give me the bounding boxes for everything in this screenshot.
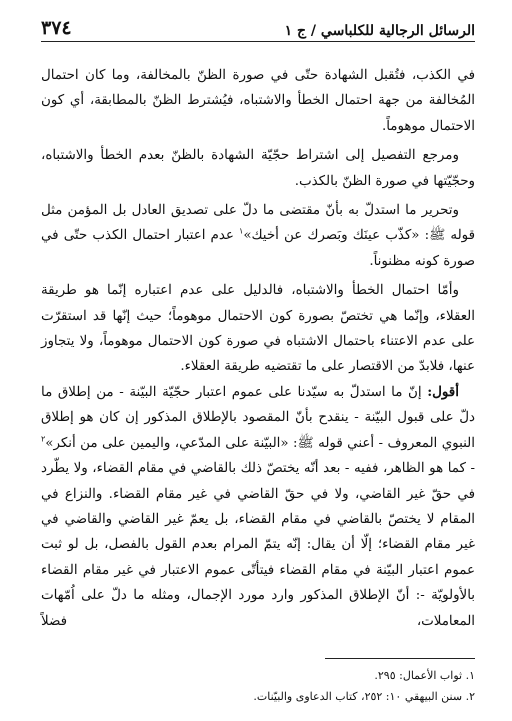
footnote-ref-1: ١ bbox=[239, 226, 244, 236]
paragraph-5-lead: أقول: bbox=[427, 383, 459, 400]
paragraph-5 bbox=[41, 380, 475, 634]
paragraph-3-text-a: وتحرير ما استدلّ به بأنّ مقتضى ما دلّ على تصديق العادل بل المؤمن مثل قوله ﷺ: «كذّب عينَك وبَصرك عن أخيك» bbox=[41, 203, 475, 244]
paragraph-2: ومرجع التفصيل إلى اشتراط حجّيّة الشهادة بالظنّ بعدم الخطأ والاشتباه، وحجّيّتها في صورة الظنّ بالكذب. bbox=[41, 148, 475, 189]
paragraph-3 bbox=[41, 198, 475, 274]
page-header bbox=[41, 12, 475, 42]
footnote-ref-2: ٢ bbox=[41, 434, 46, 444]
paragraph-3-text-b: عدم اعتبار احتمال الكذب حتّى في صورة كونه مظنوناً. bbox=[41, 228, 475, 269]
paragraph-5-text-b: - كما هو الظاهر، ففيه - بعد أنّه يختصّ ذلك بالقاضي في مقام القضاء، ولا يطّرد في حقّ غير القاضي، ولا في حقّ القاضي في غير مقام القضاء. والنزاع في المقام لا يختصّ بالقاضي في مقام القضاء، بل يعمّ غير القاضي والقاضي في غير مقام القضاء؛ إلّا أن يقال: إنّه يتمّ المرام بعدم القول بالفصل، بل لو ثبت عموم اعتبار البيّنة في مقام القضاء فيتأتّى عموم الاعتبار في غير مقام القضاء بالأولويّة -: أنّ الإطلاق المذكور وارد مورد الإجمال، ومثله ما دلّ على اُمّهات المعاملات، فضلاً bbox=[41, 461, 475, 629]
body-text bbox=[41, 63, 475, 634]
footnotes bbox=[41, 665, 475, 707]
footnote-1: ١. ثواب الأعمال: ٢٩٥. bbox=[374, 669, 475, 682]
paragraph-4: وأمّا احتمال الخطأ والاشتباه، فالدليل على عدم اعتباره إنّما هو طريقة العقلاء، وإنّما هي تختصّ بصورة كون الاحتمال موهوماً؛ حيث إنّها قد استقرّت على عدم الاعتناء باحتمال الاشتباه في صورة كون الاحتمال موهوماً، ولا يتجاوز عنها، فلابدّ من الاقتصار على ما تقتضيه طريقة العقلاء. bbox=[41, 283, 475, 375]
running-title: الرسائل الرجالية للكلباسي / ج ١ bbox=[284, 23, 475, 39]
paragraph-1: في الكذب، فتُقبل الشهادة حتّى في صورة الظنّ بالمخالفة، وما كان احتمال المُخالفة من جهة احتمال الخطأ والاشتباه، فيُشترط الظنّ بالمطابقة، أي كون الاحتمال موهوماً. bbox=[41, 68, 475, 134]
footnote-2: ٢. سنن البيهقي ١٠: ٢٥٢، كتاب الدعاوى والبيّنات. bbox=[253, 690, 475, 703]
footnote-divider bbox=[325, 658, 475, 659]
page-number: ٣٧٤ bbox=[41, 17, 72, 39]
paragraph-5-text-a: إنّ ما استدلّ به سيّدنا على عموم اعتبار حجّيّة البيّنة - من إطلاق ما دلّ على قبول البيّنة - ينقدح بأنّ المقصود بالإطلاق المذكور إن كان هو إطلاق النبوي المعروف - أعني قوله ﷺ: «البيّنة على المدّعي، واليمين على من أنكر» bbox=[41, 384, 475, 451]
